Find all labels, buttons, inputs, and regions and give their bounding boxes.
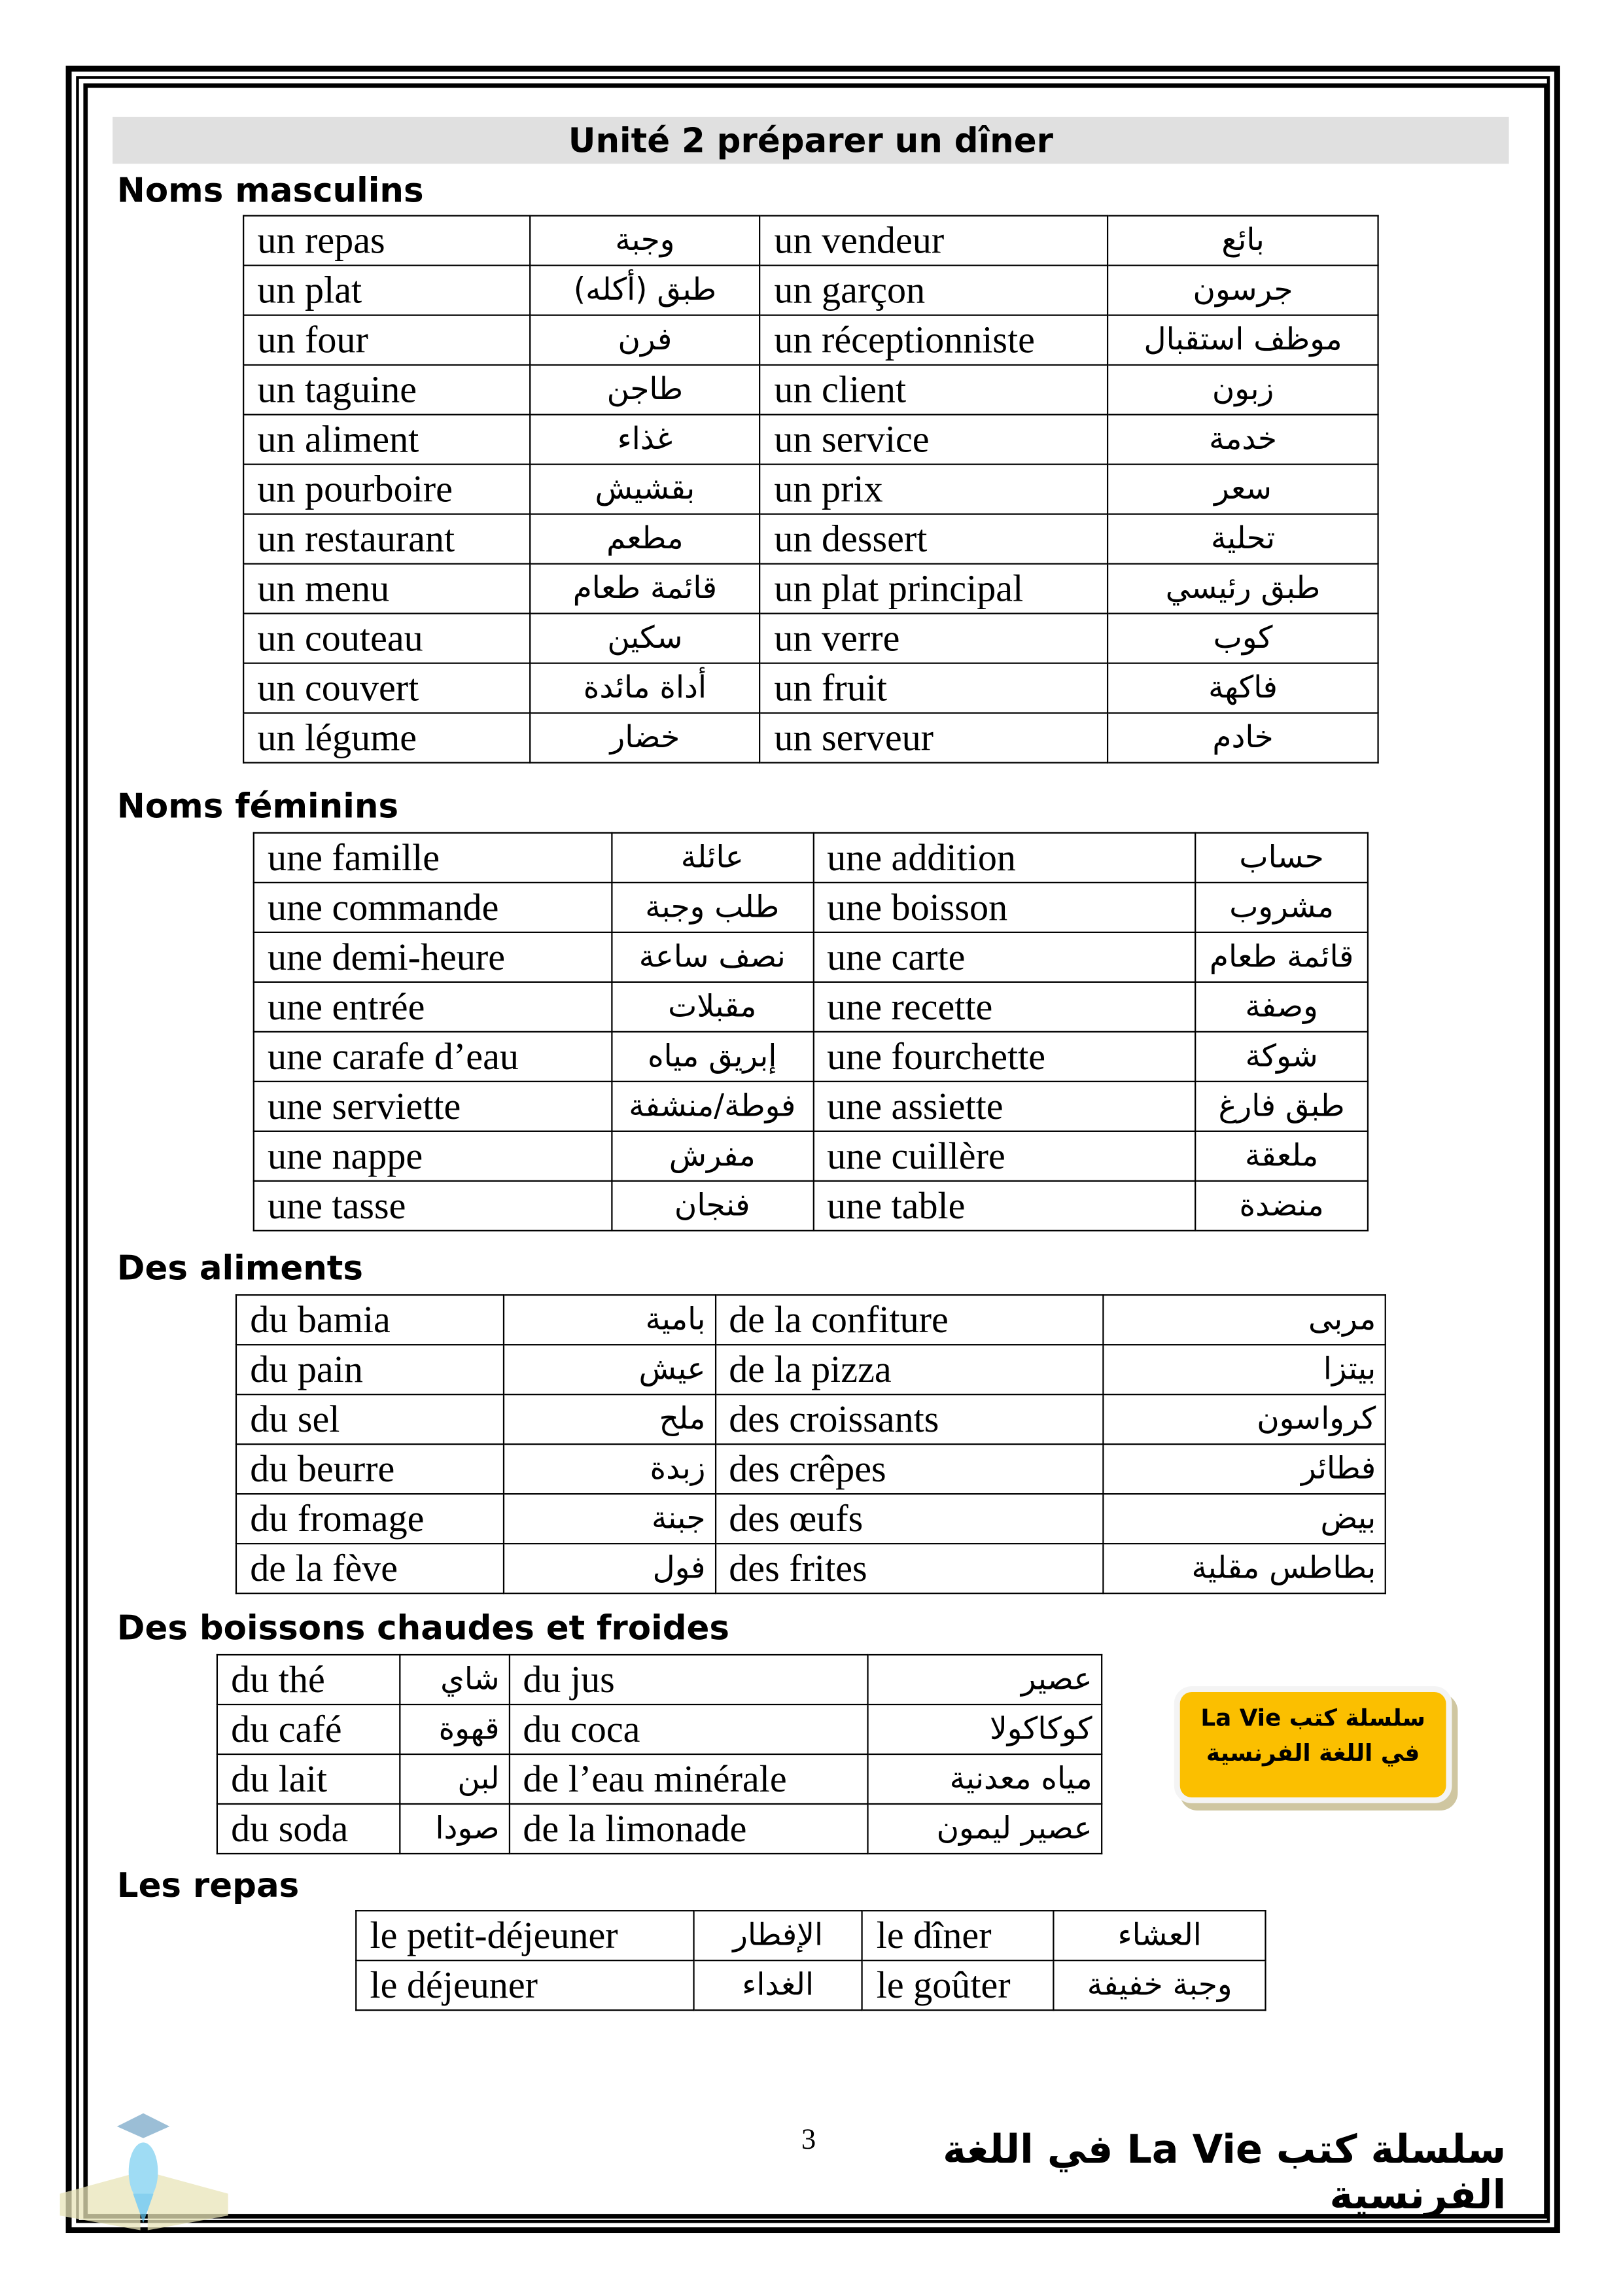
watermark-logo-icon: [52, 2106, 243, 2238]
arabic-translation: الإفطار: [693, 1911, 863, 1960]
french-term: de la fève: [236, 1544, 504, 1593]
table-row: [254, 1032, 1368, 1082]
french-term: de l’eau minérale: [509, 1754, 868, 1804]
arabic-translation: طبق رئيسي: [1108, 564, 1378, 614]
arabic-translation: فاكهة: [1108, 663, 1378, 713]
series-badge: [1174, 1686, 1452, 1803]
french-term: une assiette: [813, 1082, 1195, 1131]
arabic-translation: مفرش: [612, 1131, 813, 1181]
arabic-translation: زبدة: [504, 1444, 715, 1494]
french-term: des crêpes: [715, 1444, 1104, 1494]
footer-series-title: سلسلة كتب La Vie في اللغة الفرنسية: [943, 2128, 1507, 2219]
heading-repas: Les repas: [116, 1867, 300, 1906]
table-row: [254, 1131, 1368, 1181]
french-term: du bamia: [236, 1295, 504, 1345]
arabic-translation: ملح: [504, 1394, 715, 1444]
heading-feminins: Noms féminins: [116, 788, 399, 826]
french-term: un prix: [760, 465, 1108, 514]
arabic-translation: فوطة/منشفة: [612, 1082, 813, 1131]
arabic-translation: بائع: [1108, 216, 1378, 266]
table-row: [356, 1911, 1265, 1960]
arabic-translation: كوكاكولا: [868, 1704, 1102, 1754]
arabic-translation: وجبة خفيفة: [1054, 1960, 1266, 2010]
french-term: une entrée: [254, 982, 612, 1032]
table-row: [243, 365, 1378, 415]
page-number: 3: [801, 2123, 816, 2156]
table-row: [243, 713, 1378, 763]
table-row: [236, 1494, 1386, 1544]
french-term: du pain: [236, 1345, 504, 1394]
table-row: [243, 663, 1378, 713]
french-term: une cuillère: [813, 1131, 1195, 1181]
arabic-translation: شوكة: [1195, 1032, 1368, 1082]
arabic-translation: طلب وجبة: [612, 883, 813, 932]
french-term: du beurre: [236, 1444, 504, 1494]
arabic-translation: حساب: [1195, 833, 1368, 883]
arabic-translation: جبنة: [504, 1494, 715, 1544]
arabic-translation: بامية: [504, 1295, 715, 1345]
table-row: [254, 833, 1368, 883]
table-row: [254, 1082, 1368, 1131]
french-term: des croissants: [715, 1394, 1104, 1444]
arabic-translation: لبن: [400, 1754, 509, 1804]
french-term: un plat: [243, 266, 530, 315]
table-row: [356, 1960, 1265, 2010]
french-term: un couteau: [243, 614, 530, 663]
arabic-translation: كوب: [1108, 614, 1378, 663]
arabic-translation: غذاء: [530, 415, 760, 465]
table-row: [254, 883, 1368, 932]
table-row: [236, 1544, 1386, 1593]
arabic-translation: كرواسون: [1104, 1394, 1386, 1444]
arabic-translation: مطعم: [530, 514, 760, 564]
french-term: une demi-heure: [254, 932, 612, 982]
page-title: Unité 2 préparer un dîner: [113, 117, 1509, 164]
arabic-translation: منضدة: [1195, 1181, 1368, 1231]
table-aliments: [236, 1294, 1386, 1594]
table-row: [236, 1295, 1386, 1345]
arabic-translation: مقبلات: [612, 982, 813, 1032]
heading-aliments: Des aliments: [116, 1250, 364, 1289]
arabic-translation: قائمة طعام: [530, 564, 760, 614]
table-row: [243, 614, 1378, 663]
arabic-translation: سعر: [1108, 465, 1378, 514]
arabic-translation: خضار: [530, 713, 760, 763]
french-term: le dîner: [862, 1911, 1053, 1960]
arabic-translation: طاجن: [530, 365, 760, 415]
table-row: [254, 932, 1368, 982]
arabic-translation: موظف استقبال: [1108, 315, 1378, 365]
french-term: un garçon: [760, 266, 1108, 315]
french-term: une tasse: [254, 1181, 612, 1231]
table-row: [217, 1754, 1102, 1804]
arabic-translation: بقشيش: [530, 465, 760, 514]
french-term: un restaurant: [243, 514, 530, 564]
french-term: une carafe d’eau: [254, 1032, 612, 1082]
arabic-translation: فول: [504, 1544, 715, 1593]
french-term: du fromage: [236, 1494, 504, 1544]
arabic-translation: عائلة: [612, 833, 813, 883]
table-feminins: [253, 832, 1369, 1231]
arabic-translation: زبون: [1108, 365, 1378, 415]
heading-boissons: Des boissons chaudes et froides: [116, 1610, 729, 1648]
table-row: [243, 216, 1378, 266]
arabic-translation: بطاطس مقلية: [1104, 1544, 1386, 1593]
french-term: de la pizza: [715, 1345, 1104, 1394]
french-term: du jus: [509, 1655, 868, 1704]
arabic-translation: العشاء: [1054, 1911, 1266, 1960]
arabic-translation: فطائر: [1104, 1444, 1386, 1494]
french-term: un taguine: [243, 365, 530, 415]
french-term: une nappe: [254, 1131, 612, 1181]
french-term: un client: [760, 365, 1108, 415]
heading-masculins: Noms masculins: [116, 172, 424, 211]
arabic-translation: فنجان: [612, 1181, 813, 1231]
arabic-translation: قائمة طعام: [1195, 932, 1368, 982]
table-row: [243, 315, 1378, 365]
french-term: un légume: [243, 713, 530, 763]
french-term: une carte: [813, 932, 1195, 982]
arabic-translation: طبق فارغ: [1195, 1082, 1368, 1131]
arabic-translation: طبق (أكله): [530, 266, 760, 315]
arabic-translation: خدمة: [1108, 415, 1378, 465]
french-term: un verre: [760, 614, 1108, 663]
table-row: [254, 982, 1368, 1032]
french-term: le petit-déjeuner: [356, 1911, 693, 1960]
arabic-translation: وصفة: [1195, 982, 1368, 1032]
french-term: du lait: [217, 1754, 400, 1804]
table-row: [217, 1804, 1102, 1854]
arabic-translation: بيتزا: [1104, 1345, 1386, 1394]
arabic-translation: خادم: [1108, 713, 1378, 763]
arabic-translation: مياه معدنية: [868, 1754, 1102, 1804]
table-row: [236, 1345, 1386, 1394]
french-term: un repas: [243, 216, 530, 266]
french-term: une serviette: [254, 1082, 612, 1131]
arabic-translation: صودا: [400, 1804, 509, 1854]
french-term: un service: [760, 415, 1108, 465]
french-term: un menu: [243, 564, 530, 614]
french-term: le goûter: [862, 1960, 1053, 2010]
table-row: [243, 465, 1378, 514]
arabic-translation: الغداء: [693, 1960, 863, 2010]
french-term: une boisson: [813, 883, 1195, 932]
arabic-translation: مشروب: [1195, 883, 1368, 932]
arabic-translation: نصف ساعة: [612, 932, 813, 982]
french-term: un réceptionniste: [760, 315, 1108, 365]
arabic-translation: جرسون: [1108, 266, 1378, 315]
french-term: un couvert: [243, 663, 530, 713]
table-row: [243, 415, 1378, 465]
table-row: [243, 266, 1378, 315]
french-term: une commande: [254, 883, 612, 932]
french-term: des œufs: [715, 1494, 1104, 1544]
table-row: [243, 514, 1378, 564]
arabic-translation: فرن: [530, 315, 760, 365]
arabic-translation: وجبة: [530, 216, 760, 266]
french-term: le déjeuner: [356, 1960, 693, 2010]
arabic-translation: ملعقة: [1195, 1131, 1368, 1181]
french-term: une table: [813, 1181, 1195, 1231]
table-row: [254, 1181, 1368, 1231]
french-term: du sel: [236, 1394, 504, 1444]
french-term: un four: [243, 315, 530, 365]
french-term: de la confiture: [715, 1295, 1104, 1345]
table-masculins: [243, 215, 1379, 764]
arabic-translation: تحلية: [1108, 514, 1378, 564]
french-term: une recette: [813, 982, 1195, 1032]
arabic-translation: قهوة: [400, 1704, 509, 1754]
table-row: [217, 1704, 1102, 1754]
french-term: une addition: [813, 833, 1195, 883]
table-row: [236, 1394, 1386, 1444]
french-term: un plat principal: [760, 564, 1108, 614]
arabic-translation: عصير: [868, 1655, 1102, 1704]
table-boissons: [217, 1654, 1102, 1854]
french-term: de la limonade: [509, 1804, 868, 1854]
french-term: un aliment: [243, 415, 530, 465]
french-term: du café: [217, 1704, 400, 1754]
arabic-translation: شاي: [400, 1655, 509, 1704]
french-term: des frites: [715, 1544, 1104, 1593]
french-term: un serveur: [760, 713, 1108, 763]
table-row: [217, 1655, 1102, 1704]
arabic-translation: عصير ليمون: [868, 1804, 1102, 1854]
french-term: un pourboire: [243, 465, 530, 514]
badge-line-1: سلسلة كتب La Vie: [1200, 1703, 1425, 1732]
french-term: du thé: [217, 1655, 400, 1704]
arabic-translation: سكين: [530, 614, 760, 663]
arabic-translation: إبريق مياه: [612, 1032, 813, 1082]
table-row: [243, 564, 1378, 614]
french-term: du soda: [217, 1804, 400, 1854]
arabic-translation: أداة مائدة: [530, 663, 760, 713]
arabic-translation: عيش: [504, 1345, 715, 1394]
french-term: une famille: [254, 833, 612, 883]
french-term: un fruit: [760, 663, 1108, 713]
badge-line-2: في اللغة الفرنسية: [1206, 1739, 1420, 1767]
table-row: [236, 1444, 1386, 1494]
french-term: un vendeur: [760, 216, 1108, 266]
table-repas: [355, 1910, 1266, 2011]
arabic-translation: بيض: [1104, 1494, 1386, 1544]
french-term: du coca: [509, 1704, 868, 1754]
french-term: un dessert: [760, 514, 1108, 564]
french-term: une fourchette: [813, 1032, 1195, 1082]
arabic-translation: مربى: [1104, 1295, 1386, 1345]
